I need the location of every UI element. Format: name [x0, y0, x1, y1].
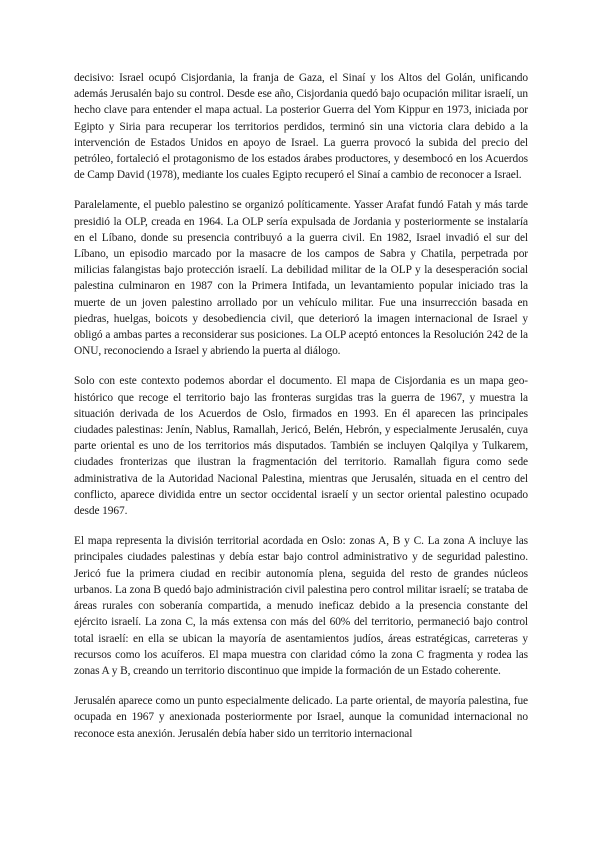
document-page: [74, 70, 528, 756]
paragraph-4: El mapa representa la división territorial acordada en Oslo: zonas A, B y C. La zona A incluye las principales ciudades palestinas y debía estar bajo control administrativo y de seguridad palestino. Jericó fue la primera ciudad en recibir autonomía plena, seguida del resto de grandes núcleos urbanos. La zona B quedó bajo administración civil palestina pero control militar israelí; se trataba de áreas rurales con soberanía compartida, a menudo ineficaz debido a la presencia constante del ejército israelí. La zona C, la más extensa con más del 60% del territorio, permaneció bajo control total israelí: en ella se ubican la mayoría de asentamientos judíos, áreas estratégicas, carreteras y recursos como los acuíferos. El mapa muestra con claridad cómo la zona C fragmenta y rodea las zonas A y B, creando un territorio discontinuo que impide la formación de un Estado coherente.: [74, 535, 528, 677]
paragraph-1: decisivo: Israel ocupó Cisjordania, la franja de Gaza, el Sinaí y los Altos del Golán, unificando además Jerusalén bajo su control. Desde ese año, Cisjordania quedó bajo ocupación militar israelí, un hecho clave para entender el mapa actual. La posterior Guerra del Yom Kippur en 1973, iniciada por Egipto y Siria para recuperar los territorios perdidos, terminó sin una victoria clara debido a la intervención de Estados Unidos en apoyo de Israel. La guerra provocó la subida del precio del petróleo, fortaleció el protagonismo de los estados árabes productores, y desembocó en los Acuerdos de Camp David (1978), mediante los cuales Egipto recuperó el Sinaí a cambio de reconocer a Israel.: [74, 72, 528, 182]
paragraph-3: Solo con este contexto podemos abordar el documento. El mapa de Cisjordania es un mapa geo-histórico que recoge el territorio bajo las fronteras surgidas tras la guerra de 1967, y muestra la situación derivada de los Acuerdos de Oslo, firmados en 1993. En él aparecen las principales ciudades palestinas: Jenín, Nablus, Ramallah, Jericó, Belén, Hebrón, y especialmente Jerusalén, cuya parte oriental es uno de los territorios más disputados. También se incluyen Qalqilya y Tulkarem, ciudades fronterizas que ilustran la fragmentación del territorio. Ramallah figura como sede administrativa de la Autoridad Nacional Palestina, mientras que Jerusalén, situada en el centro del conflicto, aparece dividida entre un sector occidental israelí y un sector oriental palestino ocupado desde 1967.: [74, 375, 528, 518]
paragraph-5: Jerusalén aparece como un punto especialmente delicado. La parte oriental, de mayoría palestina, fue ocupada en 1967 y anexionada posteriormente por Israel, aunque la comunidad internacional no reconoce esta anexión. Jerusalén debía haber sido un territorio internacional: [74, 695, 528, 740]
paragraph-2: Paralelamente, el pueblo palestino se organizó políticamente. Yasser Arafat fundó Fatah y más tarde presidió la OLP, creada en 1964. La OLP sería expulsada de Jordania y posteriormente se instalaría en el Líbano, donde su presencia contribuyó a la guerra civil. En 1982, Israel invadió el sur del Líbano, un episodio marcado por la masacre de los campos de Sabra y Chatila, perpetrada por milicias falangistas bajo protección israelí. La debilidad militar de la OLP y la desesperación social palestina culminaron en 1987 con la Primera Intifada, un levantamiento popular iniciado tras la muerte de un joven palestino arrollado por un vehículo militar. Fue una insurrección basada en piedras, huelgas, boicots y desobediencia civil, que deterioró la imagen internacional de Israel y obligó a ambas partes a reconsiderar sus posiciones. La OLP aceptó entonces la Resolución 242 de la ONU, reconociendo a Israel y abriendo la puerta al diálogo.: [74, 199, 528, 358]
